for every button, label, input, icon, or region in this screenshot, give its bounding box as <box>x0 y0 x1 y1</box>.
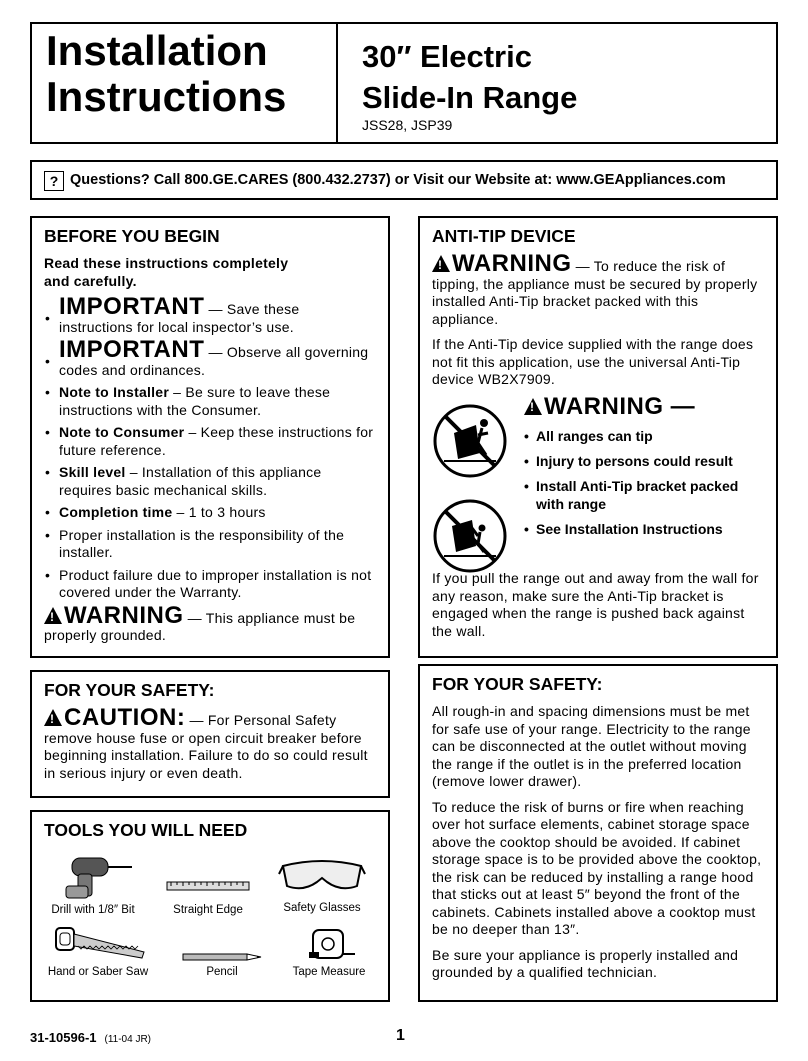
anti-tip-section <box>418 216 778 658</box>
document-title <box>46 28 286 120</box>
warning-text: — This appliance must be properly grounded. <box>44 609 356 643</box>
tip-warning-block <box>524 393 764 545</box>
intro-line-2: and carefully. <box>44 272 137 289</box>
warning-triangle-icon <box>44 607 62 624</box>
list-item: • See Installation Instructions <box>524 520 764 538</box>
grounding-warning <box>44 601 376 645</box>
tool-label: Safety Glasses <box>283 902 361 914</box>
warning-label: WARNING <box>64 601 184 629</box>
tool-label: Straight Edge <box>173 904 243 916</box>
list-item-text: — Save these instructions for local inspector’s use. <box>59 301 300 335</box>
before-you-begin-section <box>30 216 390 658</box>
intro-text <box>44 255 376 290</box>
warning-triangle-icon <box>524 398 542 415</box>
list-item <box>44 567 376 602</box>
title-line-2: Instructions <box>46 73 287 120</box>
questions-bar <box>30 160 778 200</box>
list-item <box>44 527 376 562</box>
warning-label: WARNING <box>544 393 664 420</box>
list-item: • Injury to persons could result <box>524 452 764 470</box>
list-item-lead: Note to Installer <box>59 384 170 400</box>
section-title: FOR YOUR SAFETY: <box>432 674 603 694</box>
list-item <box>44 336 376 379</box>
safety-caution-section <box>30 670 390 798</box>
tool-label: Drill with 1/8″ Bit <box>51 904 135 916</box>
tool-item <box>272 852 372 914</box>
list-item <box>44 424 376 459</box>
warning-label: WARNING <box>452 250 572 277</box>
important-label: IMPORTANT <box>59 336 205 363</box>
section-title: ANTI-TIP DEVICE <box>432 226 576 246</box>
tip-warning-icons <box>432 403 512 593</box>
warning-dash: — <box>663 393 696 420</box>
document-code <box>30 1030 151 1045</box>
important-label: IMPORTANT <box>59 293 205 320</box>
revision-date: (11-04 JR) <box>104 1034 151 1045</box>
tool-item <box>38 852 148 916</box>
tip-warning-heading <box>524 393 764 421</box>
intro-line-1: Read these instructions completely <box>44 255 289 271</box>
question-icon: ? <box>44 171 64 191</box>
paragraph: Be sure your appliance is properly installed and grounded by a qualified technician. <box>432 946 739 980</box>
section-title: FOR YOUR SAFETY: <box>44 680 215 700</box>
tool-item <box>158 872 258 916</box>
safety-glasses-icon <box>277 852 367 900</box>
list-item-text: Proper installation is the responsibility of the installer. <box>59 526 345 560</box>
page-number: 1 <box>396 1027 405 1044</box>
paragraph: To reduce the risk of burns or fire when reaching over hot surface elements, cabinet storage space above the cooktop should be avoided. If cabinet storage space is to be provided above the cooktop, the risk can be reduced by installing a range hood that sticks out at least 5″ beyond the front of the cabinets. Cabinets installed above a cooktop must be no deeper than 13″. <box>432 798 762 937</box>
list-item-lead: Skill level <box>59 464 126 480</box>
list-item-lead: Note to Consumer <box>59 424 185 440</box>
safety-requirements-section <box>418 664 778 1002</box>
caution-text-block <box>44 704 376 782</box>
caution-label: CAUTION: <box>64 704 186 731</box>
list-item-text: – 1 to 3 hours <box>172 504 266 520</box>
list-item <box>44 504 376 522</box>
document-number: 31-10596-1 <box>30 1030 97 1045</box>
list-item-text: – Installation of this appliance requires basic mechanical skills. <box>59 464 322 498</box>
saw-icon <box>48 924 148 964</box>
header-box <box>30 22 778 144</box>
list-item: • Install Anti-Tip bracket packed with range <box>524 477 764 513</box>
tool-label: Pencil <box>206 966 238 978</box>
section-title: BEFORE YOU BEGIN <box>44 226 220 246</box>
product-line-1: 30″ Electric <box>362 39 532 74</box>
drill-icon <box>48 852 138 902</box>
tool-label: Hand or Saber Saw <box>47 966 149 978</box>
warning-text: — To reduce the risk of tipping, the appliance must be secured by properly installed Anti-Tip bracket packed with this appliance. <box>432 258 758 327</box>
tools-section <box>30 810 390 1002</box>
instruction-list <box>44 293 376 602</box>
anti-tip-warning <box>432 250 764 328</box>
straight-edge-icon <box>163 872 253 902</box>
caution-text: — For Personal Safety remove house fuse or open circuit breaker before beginning installation. Failure to do so could result in serious injury or even death. <box>44 712 368 781</box>
universal-anti-tip-text: If the Anti-Tip device supplied with the range does not fit this application, use the universal Anti-Tip device WB2X7909. <box>432 336 754 387</box>
list-item-text: – Keep these instructions for future reference. <box>59 424 374 458</box>
list-item <box>44 293 376 336</box>
product-name <box>362 36 577 118</box>
paragraph: All rough-in and spacing dimensions must be met for safe use of your range. Electricity to the range can be disconnected at the outlet without moving the range if the outlet is in the preferred location (remove lower drawer). <box>432 703 751 789</box>
list-item <box>44 384 376 419</box>
list-item-text: Product failure due to improper installation is not covered under the Warranty. <box>59 566 372 600</box>
list-item: • All ranges can tip <box>524 427 764 445</box>
tool-label: Tape Measure <box>292 966 366 978</box>
no-tip-over-child-icon <box>432 498 508 574</box>
caution-triangle-icon <box>44 709 62 726</box>
warning-triangle-icon <box>432 255 450 272</box>
tool-item <box>284 924 374 978</box>
tip-warning-list <box>524 427 764 538</box>
list-item-lead: Completion time <box>59 504 173 520</box>
model-numbers: JSS28, JSP39 <box>362 117 453 133</box>
no-tip-over-icon <box>432 403 508 479</box>
questions-text: Questions? Call 800.GE.CARES (800.432.2737) or Visit our Website at: www.GEAppliances.com <box>70 172 726 188</box>
pencil-icon <box>177 950 267 964</box>
section-title: TOOLS YOU WILL NEED <box>44 820 248 840</box>
list-item-text: — Observe all governing codes and ordinances. <box>59 344 369 378</box>
list-item <box>44 464 376 499</box>
list-item-text: – Be sure to leave these instructions with the Consumer. <box>59 384 331 418</box>
pull-out-instructions: If you pull the range out and away from the wall for any reason, make sure the Anti-Tip bracket is engaged when the range is pushed back against the wall. <box>432 570 759 639</box>
product-line-2: Slide-In Range <box>362 80 578 115</box>
title-line-1: Installation <box>46 27 268 74</box>
tool-item <box>172 950 272 978</box>
header-divider <box>336 24 338 142</box>
tape-measure-icon <box>299 924 359 964</box>
tool-item <box>38 924 158 978</box>
